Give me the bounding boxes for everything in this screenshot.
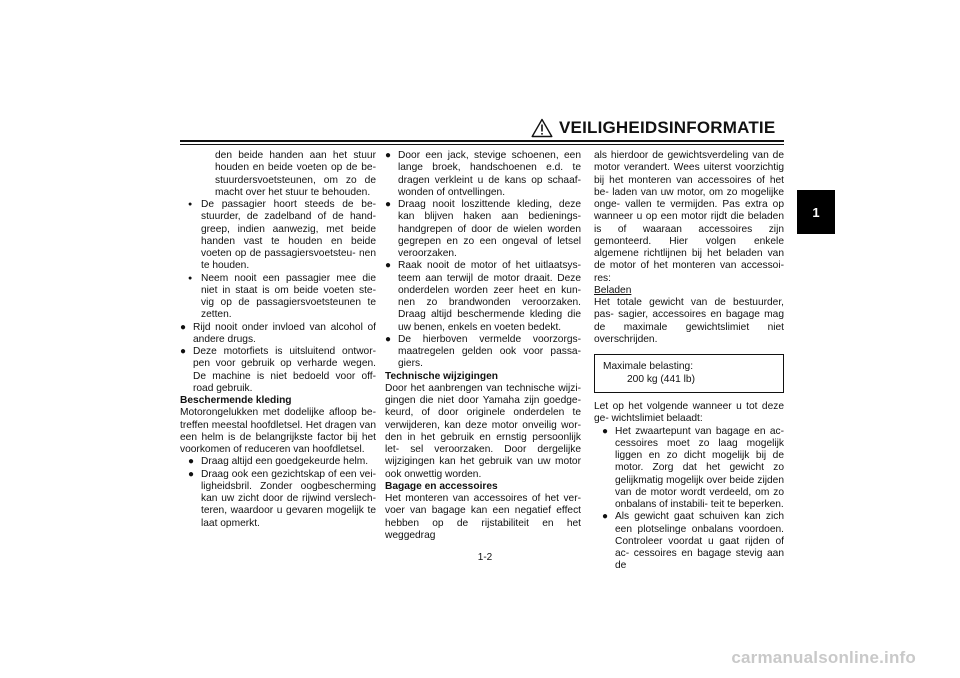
sub-bullet-item <box>180 199 376 273</box>
header-rule <box>180 140 784 142</box>
bullet-text: Draag altijd een goedgekeurde helm. <box>201 456 369 468</box>
bullet-text: De hierboven vermelde voorzorgs- maatregelen gelden ook voor passa- giers. <box>398 333 581 370</box>
warning-triangle-icon <box>531 118 553 138</box>
paragraph: Let op het volgende wanneer u tot deze ge- wichtslimiet belaadt: <box>594 401 784 425</box>
bullet-icon: ● <box>385 199 392 210</box>
column-1 <box>180 150 376 530</box>
bullet-text: Raak nooit de motor of het uitlaatsys- teem aan terwijl de motor draait. Deze onderdelen worden zeer heet en kun- nen zo brandwonden veroorzaken. Draag altijd beschermende kleding die uw benen, enkels en voeten bedekt. <box>398 260 581 333</box>
paragraph: Het totale gewicht van de bestuurder, pas- sagier, accessoires en bagage mag de maximale gewichtslimiet niet overschrijden. <box>594 297 784 345</box>
column-3 <box>594 150 784 573</box>
bullet-text: Deze motorfiets is uitsluitend ontwor- pen voor gebruik op verharde wegen. De machine is niet bedoeld voor off-road gebruik. <box>193 346 376 394</box>
bullet-icon: ● <box>180 346 187 357</box>
bullet-item <box>594 426 784 512</box>
paragraph: Het monteren van accessoires of het ver- voer van bagage kan een negatief effect hebben op de rijstabiliteit en het weggedrag <box>385 493 581 541</box>
bullet-text: Rijd nooit onder invloed van alcohol of andere drugs. <box>193 321 376 345</box>
sub-bullet-icon: ● <box>188 201 193 208</box>
bullet-icon: ● <box>385 150 392 161</box>
bullet-icon: ● <box>188 468 195 480</box>
bullet-icon: ● <box>180 321 187 333</box>
bullet-item <box>385 150 581 199</box>
header-rule-thin <box>180 144 784 145</box>
bullet-text: Draag ook een gezichtskap of een vei- ligheidsbril. Zonder oogbescherming kan uw zicht door de rijwind verslech- teren, waardoor u gevaren mogelijk te laat opmerkt. <box>201 468 376 529</box>
sub-bullet-icon: ● <box>188 274 193 282</box>
spec-value: 200 kg (441 lb) <box>627 373 695 385</box>
bullet-icon: ● <box>602 511 609 523</box>
max-load-spec-box <box>594 354 784 393</box>
paragraph: Door het aanbrengen van technische wijzi- gingen die niet door Yamaha zijn goedge- keurd, of door originele onderdelen te verwijderen, kan deze motor onveilig wor- den in het gebruik en ernstig persoonlijk let- sel veroorzaken. Door dergelijke wijzigingen kan het gebruik van uw motor ook onwettig worden. <box>385 382 581 480</box>
bullet-text: Draag nooit loszittende kleding, deze kan blijven haken aan bedienings- handgrepen of door de wielen worden gegrepen en zo een ongeval of letsel veroorzaken. <box>398 199 581 259</box>
continued-text: den beide handen aan het stuur houden en beide voeten op de be- stuurdersvoetsteunen, om zo de macht over het stuur te behouden. <box>215 150 376 198</box>
paragraph: als hierdoor de gewichtsverdeling van de motor verandert. Wees uiterst voorzichtig bij het monteren van accessoires of het be- laden van uw motor, om zo mogelijke onge- vallen te vermijden. Pas extra op wanneer u op een motor rijdt die beladen is of waaraan accessoires zijn gemonteerd. Hier volgen enkele algemene richtlijnen bij het beladen van de motor of het monteren van accessoi- res: <box>594 150 784 284</box>
bullet-icon: ● <box>188 456 195 468</box>
subheading-loading: Beladen <box>594 284 632 296</box>
bullet-item <box>180 456 376 468</box>
chapter-tab <box>797 190 835 234</box>
page-number: 1-2 <box>477 552 493 563</box>
spec-label: Maximale belasting: <box>603 361 694 372</box>
bullet-item <box>180 346 376 395</box>
sub-bullet-text: De passagier hoort steeds de be- stuurder, de zadelband of de hand- greep, indien aanwezig, met beide handen vast te houden en beide voeten op de passagiersvoetsteu- nen te houden. <box>201 199 376 272</box>
section-heading-luggage-accessories: Bagage en accessoires <box>385 480 498 492</box>
bullet-item <box>180 469 376 530</box>
sub-bullet-text: Neem nooit een passagier mee die niet in staat is om beide voeten ste- vig op de passagiersvoetsteunen te zetten. <box>201 272 376 321</box>
section-heading-protective-clothing: Beschermende kleding <box>180 395 292 406</box>
page-header <box>531 117 775 139</box>
bullet-item <box>385 260 581 334</box>
bullet-text: Door een jack, stevige schoenen, een lange broek, handschoenen e.d. te dragen verkleint u de kans op schaaf- wonden of ontvellingen. <box>398 150 581 198</box>
sub-bullet-item <box>180 273 376 322</box>
section-heading-technical-changes: Technische wijzigingen <box>385 370 499 382</box>
bullet-text: Als gewicht gaat schuiven kan zich een plotselinge onbalans voordoen. Controleer voordat u gaat rijden of ac- cessoires en bagage stevig aan de <box>615 511 784 572</box>
page-title: VEILIGHEIDSINFORMATIE <box>559 118 776 137</box>
paragraph: Motorongelukken met dodelijke afloop be- treffen meestal hoofdletsel. Het dragen van een helm is de belangrijkste factor bij het voorkomen of reduceren van hoofdletsel. <box>180 407 376 455</box>
watermark-text: carmanualsonline.info <box>731 648 916 667</box>
chapter-tab-label: 1 <box>812 204 820 220</box>
bullet-item <box>385 199 581 260</box>
column-2 <box>385 150 581 542</box>
bullet-item <box>385 334 581 371</box>
bullet-item <box>180 322 376 347</box>
bullet-text: Het zwaartepunt van bagage en ac- cessoires moet zo laag mogelijk liggen en zo dicht mogelijk bij de motor. Zorg dat het gewicht zo gelijkmatig mogelijk over beide zijden van de motor wordt verdeeld, om zo onbalans of instabili- teit te beperken. <box>615 425 784 510</box>
bullet-item <box>594 511 784 572</box>
bullet-icon: ● <box>602 425 609 437</box>
bullet-icon: ● <box>385 333 392 345</box>
bullet-icon: ● <box>385 260 392 272</box>
